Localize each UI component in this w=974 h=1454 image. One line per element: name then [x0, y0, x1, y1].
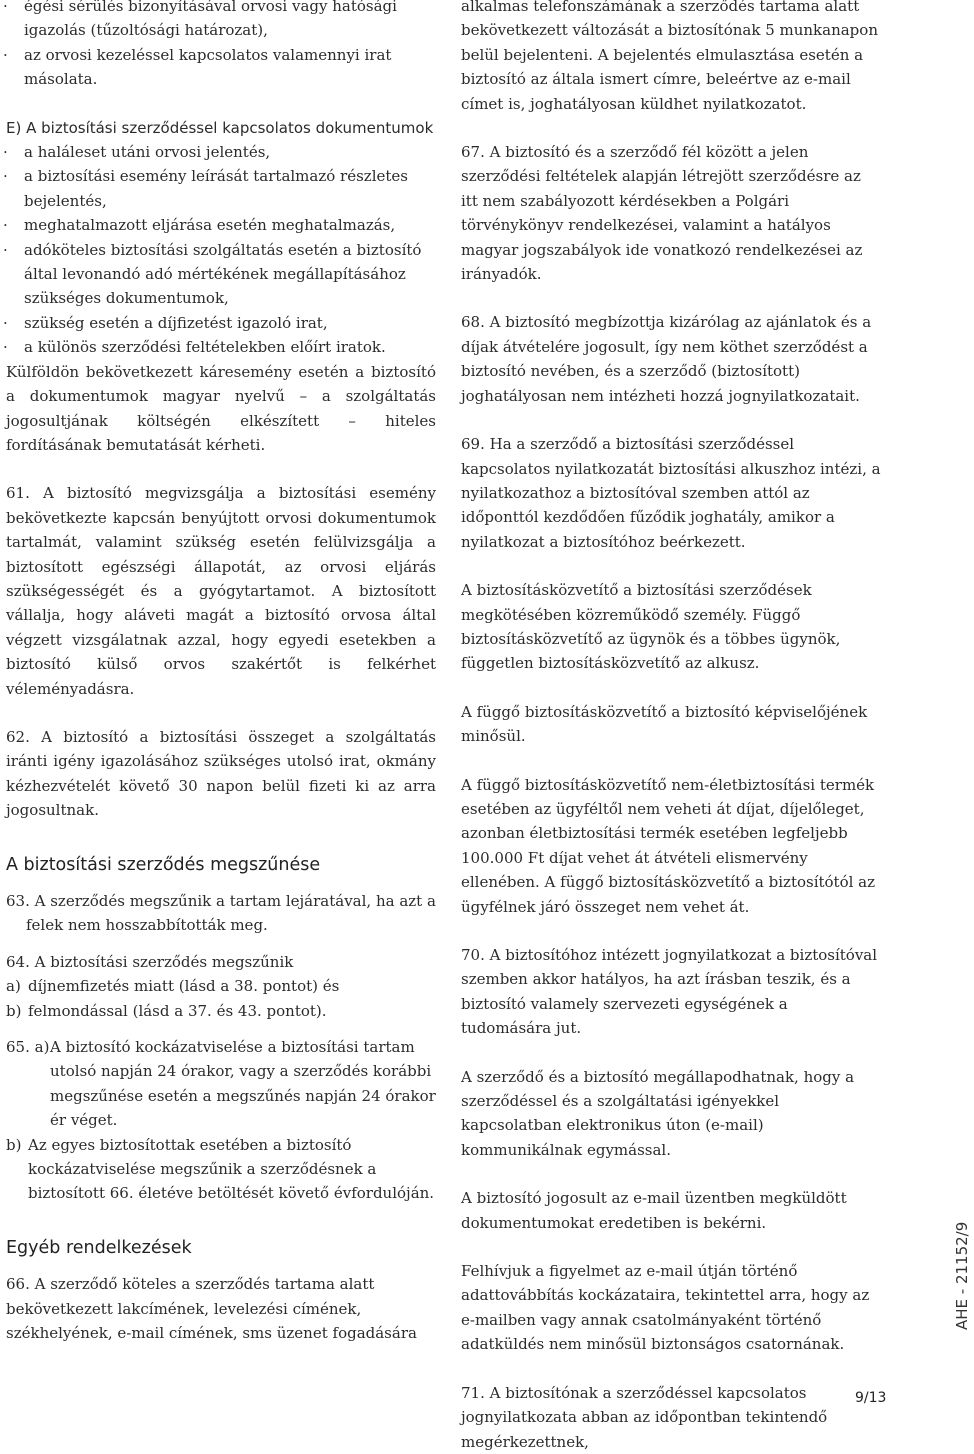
- paragraph-71: 71. A biztosítónak a szerződéssel kapcsolatos jognyilatkozata abban az időpontban tekintendő megérkezettnek,: [461, 1383, 828, 1451]
- email-agreement-paragraph: A szerződő és a biztosító megállapodhatnak, hogy a szerződéssel és a szolgáltatási igényekkel kapcsolatban elektronikus úton (e-mail) kommunikálnak egymással.: [461, 1067, 855, 1159]
- paragraph-65a: [6, 1035, 436, 1133]
- list-item: [6, 974, 436, 998]
- paragraph-67: 67. A biztosító és a szerződő fél között a jelen szerződési feltételek alapján létrejött szerződésre az itt nem szabályozott kérdésekben a Polgári törvénykönyv rendelkezései, valamint a hatályos magyar jogszabályok ide vonatkozó rendelkezései az irányadók.: [461, 143, 863, 284]
- list-item-label: a): [6, 977, 21, 996]
- list-item-label: b): [6, 1135, 22, 1154]
- paragraph-64-intro: 64. A biztosítási szerződés megszűnik: [6, 952, 294, 971]
- premium-collection-paragraph: A függő biztosításközvetítő nem-életbiztosítási termék esetében az ügyféltől nem veheti át díjat, díjelőleget, azonban életbiztosítási termék esetében legfeljebb 100.000 Ft díjat vehet át átvételi elismervény ellenében. A függő biztosításközvetítő a biztosítótól az ügyfélnek járó összeget nem vehet át.: [461, 775, 876, 916]
- list-item-label: b): [6, 1001, 22, 1020]
- page-number: 9/13: [855, 1390, 887, 1406]
- paragraph-61: 61. A biztosító megvizsgálja a biztosítási esemény bekövetkezte kapcsán benyújtott orvosi dokumentumok tartalmát, valamint szükség esetén felülvizsgálja a biztosított egészségi állapotát, az orvosi eljárás szükségességét és a gyógytartamot. A biztosított vállalja, hogy aláveti magát a biztosító orvosa által végzett vizsgálatnak azzal, hogy egyedi esetekben a biztosító külső orvos szakértőt is felkérhet véleményadásra.: [6, 484, 436, 698]
- document-code: AHE - 21152/9: [953, 1221, 971, 1330]
- paragraph-65b: [6, 1133, 436, 1206]
- list-item: · az orvosi kezeléssel kapcsolatos valamennyi irat másolata.: [6, 43, 436, 92]
- paragraph-70: 70. A biztosítóhoz intézett jognyilatkozat a biztosítóval szemben akkor hatályos, ha azt írásban teszik, és a biztosító valamely szervezeti egységének a tudomására jut.: [461, 946, 878, 1038]
- paragraph-65-number: 65. a): [6, 1038, 50, 1057]
- paragraph-66-continued: alkalmas telefonszámának a szerződés tartama alatt bekövetkezett változását a biztosítónak 5 munkanapon belül bejelenteni. A bejelentés elmulasztása esetén a biztosító az általa ismert címre, beleértve az e-mail címet is, joghatályosan küldhet nyilatkozatot.: [461, 0, 878, 113]
- list-item: · a haláleset utáni orvosi jelentés,: [6, 140, 436, 164]
- email-risk-paragraph: Felhívjuk a figyelmet az e-mail útján történő adattovábbítás kockázataira, tekintettel arra, hogy az e-mailben vagy annak csatolmányaként történő adatküldés nem minősül biztonságos csatornának.: [461, 1262, 870, 1354]
- paragraph-63: 63. A szerződés megszűnik a tartam lejáratával, ha azt a felek nem hosszabbították meg.: [6, 892, 436, 935]
- email-original-paragraph: A biztosító jogosult az e-mail üzentben megküldött dokumentumokat eredetiben is bekérni.: [461, 1189, 847, 1232]
- heading-contract-termination: A biztosítási szerződés megszűnése: [6, 854, 321, 875]
- paragraph-68: 68. A biztosító megbízottja kizárólag az ajánlatok és a díjak átvételére jogosult, így nem köthet szerződést a biztosító nevében, és a szerződő (biztosított) joghatályosan nem intézheti hozzá jognyilatkozatait.: [461, 313, 872, 405]
- heading-other-provisions: Egyéb rendelkezések: [6, 1237, 192, 1258]
- agent-representative-paragraph: A függő biztosításközvetítő a biztosító képviselőjének minősül.: [461, 702, 868, 746]
- list-item: · szükség esetén a díjfizetést igazoló irat,: [6, 311, 436, 335]
- section-e-heading: E) A biztosítási szerződéssel kapcsolatos dokumentumok: [6, 118, 434, 137]
- paragraph-65a-text: A biztosító kockázatviselése a biztosítási tartam utolsó napján 24 órakor, vagy a szerződés korábbi megszűnése esetén a megszűnés napján 24 órakor ér véget.: [50, 1038, 436, 1130]
- list-item: · meghatalmazott eljárása esetén meghatalmazás,: [6, 213, 436, 237]
- paragraph-66: 66. A szerződő köteles a szerződés tartama alatt bekövetkezett lakcímének, levelezési címének, székhelyének, e-mail címének, sms üzenet fogadására: [6, 1275, 417, 1343]
- paragraph-62: 62. A biztosító a biztosítási összeget a szolgáltatás iránti igény igazolásához szükséges utolsó irat, okmány kézhezvételét követő 30 napon belül fizeti ki az arra jogosultnak.: [6, 727, 436, 820]
- foreign-document-paragraph: Külföldön bekövetkezett káresemény esetén a biztosító a dokumentumok magyar nyelvű – a szolgáltatás jogosultjának költségén elkészített – hiteles fordításának bemutatását kérheti.: [6, 362, 436, 454]
- list-item: [6, 999, 436, 1023]
- broker-definition-paragraph: A biztosításközvetítő a biztosítási szerződések megkötésében közreműködő személy. Függő biztosításközvetítő az ügynök és a többes ügynök, független biztosításközvetítő az alkusz.: [461, 581, 841, 673]
- list-item: · adóköteles biztosítási szolgáltatás esetén a biztosító által levonandó adó mértékének megállapításához szükséges dokumentumok,: [6, 238, 436, 311]
- paragraph-65b-text: Az egyes biztosítottak esetében a biztosító kockázatviselése megszűnik a szerződésnek a biztosított 66. életéve betöltését követő évfordulóján.: [28, 1135, 435, 1203]
- paragraph-69: 69. Ha a szerződő a biztosítási szerződéssel kapcsolatos nyilatkozatát biztosítási alkuszhoz intézi, a nyilatkozathoz a biztosítóval szemben attól az időponttól kezdődően fűződik joghatály, amikor a nyilatkozat a biztosítóhoz beérkezett.: [461, 435, 881, 551]
- right-column: [461, 0, 881, 1454]
- list-item: · a különös szerződési feltételekben előírt iratok.: [6, 335, 436, 359]
- list-item-text: díjnemfizetés miatt (lásd a 38. pontot) és: [28, 977, 340, 996]
- list-item: · égési sérülés bizonyításával orvosi vagy hatósági igazolás (tűzoltósági határozat),: [6, 0, 436, 43]
- list-item-text: felmondással (lásd a 37. és 43. pontot).: [28, 1001, 327, 1020]
- list-item: · a biztosítási esemény leírását tartalmazó részletes bejelentés,: [6, 164, 436, 213]
- left-column: [6, 0, 436, 1346]
